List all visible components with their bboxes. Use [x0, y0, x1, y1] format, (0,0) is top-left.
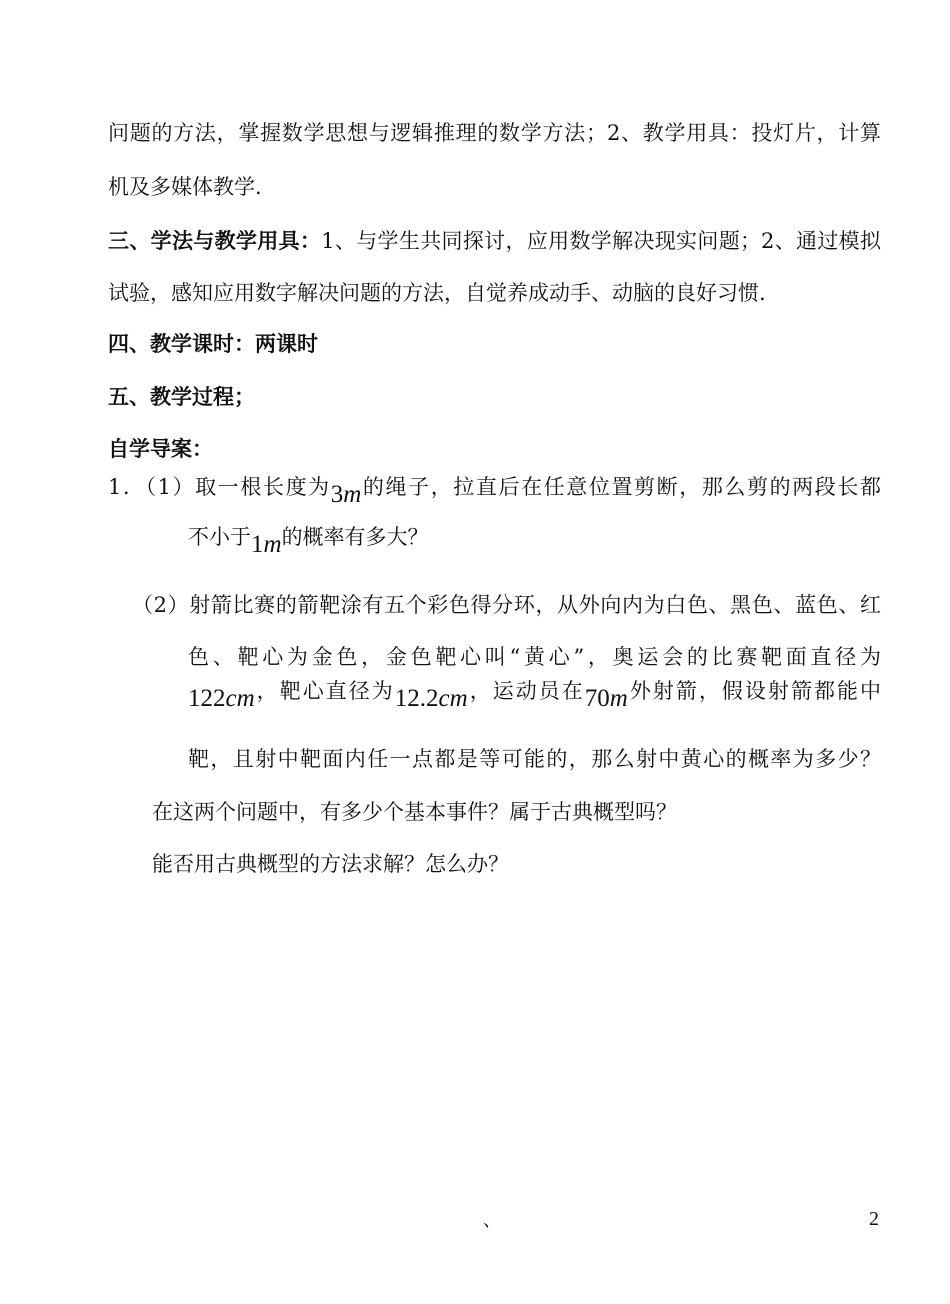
question-text: 外射箭，假设射箭都能中 — [627, 679, 881, 703]
discussion-question: 在这两个问题中，有多少个基本事件？属于古典概型吗？ — [152, 800, 677, 824]
math-expression: 12.2cm — [394, 685, 468, 712]
paragraph-line: 问题的方法，掌握数学思想与逻辑推理的数学方法；2、教学用具：投灯片，计算 — [108, 121, 881, 145]
question-one — [108, 472, 881, 508]
question-text: 不小于 — [188, 525, 251, 549]
question-text: ，运动员在 — [467, 679, 585, 703]
page-number: 2 — [869, 1208, 879, 1230]
section-heading: 自学导案： — [108, 436, 213, 461]
section-heading: 三、学法与教学用具： — [108, 228, 322, 253]
discussion-question: 能否用古典概型的方法求解？怎么办？ — [152, 852, 509, 876]
math-expression: 70m — [584, 685, 628, 712]
question-two-line: 靶，且射中靶面内任一点都是等可能的，那么射中黄心的概率为多少？ — [188, 747, 881, 771]
math-expression: 122cm — [188, 685, 255, 712]
section-three — [108, 226, 881, 256]
question-two-line: 色、靶心为金色，金色靶心叫“黄心”，奥运会的比赛靶面直径为 — [188, 645, 881, 669]
question-two-line — [188, 676, 881, 712]
math-expression: 3m — [330, 481, 362, 508]
section-text: 1、与学生共同探讨，应用数学解决现实问题；2、通过模拟 — [321, 229, 881, 253]
section-heading: 四、教学课时：两课时 — [108, 331, 318, 356]
question-text: 1．（1）取一根长度为 — [108, 475, 331, 499]
question-text: 的概率有多大？ — [281, 525, 429, 549]
footer-mark: 、 — [483, 1210, 501, 1231]
question-one-continued — [188, 522, 429, 558]
section-heading: 五、教学过程； — [108, 384, 255, 409]
question-text: ，靶心直径为 — [254, 679, 395, 703]
question-text: 的绳子，拉直后在任意位置剪断，那么剪的两段长都 — [361, 475, 881, 499]
paragraph-line: 试验，感知应用数字解决问题的方法，自觉养成动手、动脑的良好习惯. — [108, 281, 766, 305]
question-two-line: （2）射箭比赛的箭靶涂有五个彩色得分环，从外向内为白色、黑色、蓝色、红 — [132, 593, 881, 617]
math-expression: 1m — [251, 531, 282, 558]
paragraph-line: 机及多媒体教学. — [108, 175, 262, 199]
